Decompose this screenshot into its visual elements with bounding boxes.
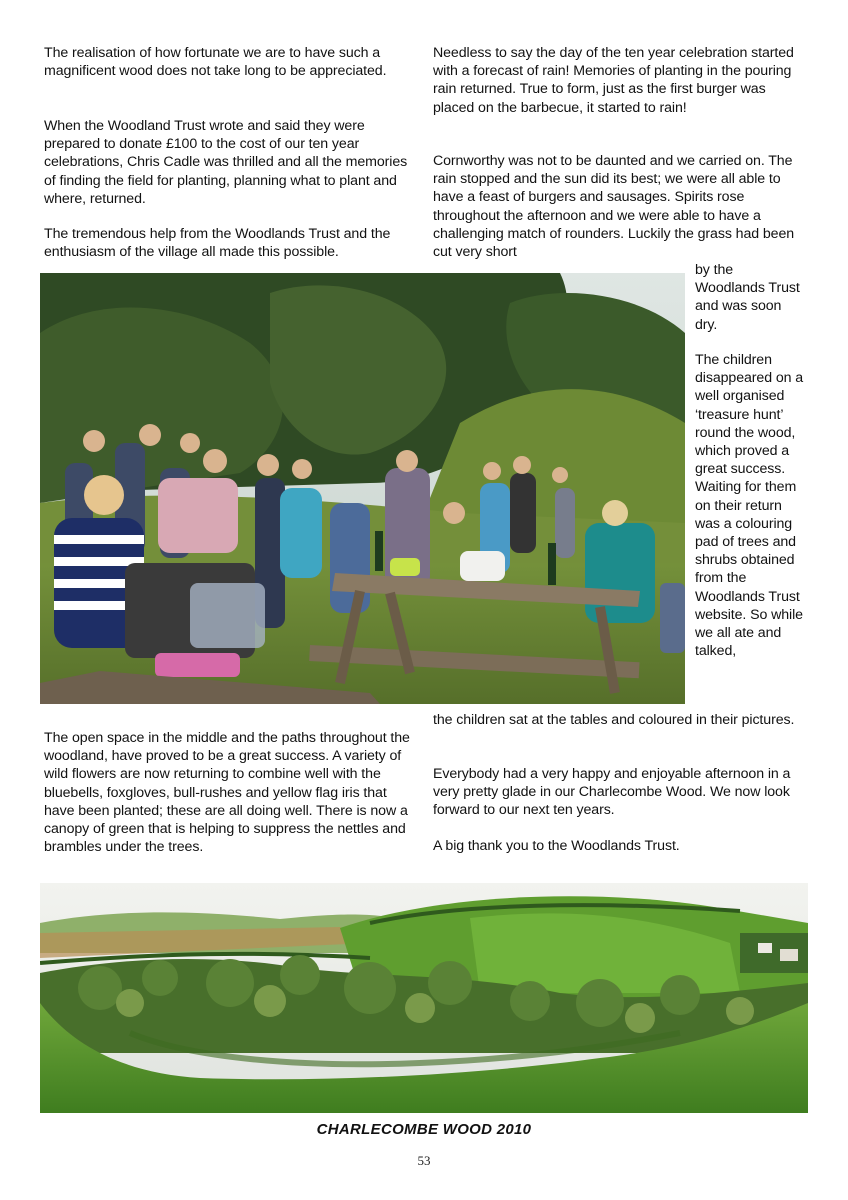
right-paragraph-3: The children disappeared on a well organised ‘treasure hunt’ round the wood, which proved a great success. Waiting for them on their return was a colouring pad of trees and shrubs obtained from the Woodlands Trust website. So while we all ate and talked, [695, 352, 804, 660]
right-paragraph-3-continued: the children sat at the tables and coloured in their pictures. [433, 712, 795, 728]
left-paragraph-1: The realisation of how fortunate we are to have such a magnificent wood does not take long to be appreciated. [44, 45, 387, 80]
right-paragraph-2-continued: by the Woodlands Trust and was soon dry. [695, 262, 800, 333]
photo-caption: CHARLECOMBE WOOD 2010 [316, 1121, 532, 1138]
right-paragraph-4: Everybody had a very happy and enjoyable afternoon in a very pretty glade in our Charlecombe Wood. We now look forward to our next ten years. [433, 766, 791, 819]
left-paragraph-2: When the Woodland Trust wrote and said they were prepared to donate £100 to the cost of our ten year celebrations, Chris Cadle was thrilled and all the memories of finding the field for planting, planning what to plant and where, returned. [44, 118, 408, 207]
left-paragraph-3: The tremendous help from the Woodlands Trust and the enthusiasm of the village all made this possible. [44, 226, 391, 261]
right-paragraph-5: A big thank you to the Woodlands Trust. [433, 838, 680, 854]
right-paragraph-2: Cornworthy was not to be daunted and we carried on. The rain stopped and the sun did its best; we were all able to have a feast of burgers and sausages. Spirits rose throughout the afternoon and we were able to have a challenging match of rounders. Luckily the grass had been cut very short [433, 153, 795, 261]
right-paragraph-1: Needless to say the day of the ten year celebration started with a forecast of rain! Memories of planting in the pouring rain returned. True to form, just as the first burger was placed on the barbecue, it started to rain! [433, 45, 794, 116]
panorama-photo [40, 883, 808, 1113]
left-paragraph-4: The open space in the middle and the paths throughout the woodland, have proved to be a great success. A variety of wild flowers are now returning to combine well with the bluebells, foxgloves, bull-rushes and yellow flag iris that have been planted; these are all doing well. There is now a canopy of green that is helping to suppress the nettles and brambles under the trees. [44, 730, 410, 856]
picnic-photo [40, 273, 685, 704]
page-number: 53 [417, 1153, 431, 1168]
